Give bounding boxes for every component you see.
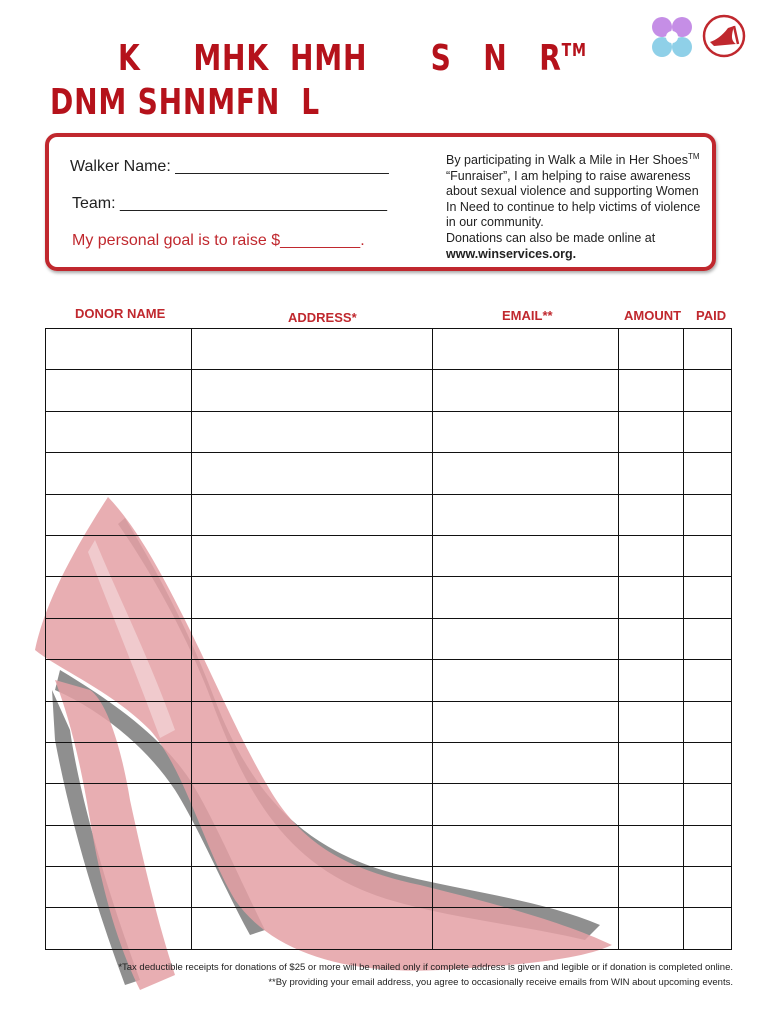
footnote-tax-receipts: *Tax deductible receipts for donations of $25 or more will be mailed only if complete address is given and legible or if donation is completed online. (118, 962, 733, 973)
participation-blurb: By participating in Walk a Mile in Her Shoes™ “Funraiser”, I am helping to raise awareness about sexual violence and supporting Women In Need to continue to help victims of violence in our community. (446, 152, 701, 230)
amount-cell[interactable] (619, 494, 684, 535)
amount-cell[interactable] (619, 784, 684, 825)
email-cell[interactable] (433, 453, 619, 494)
page-title-line2: DNM SHNMFN L (50, 82, 320, 123)
donor-name-cell[interactable] (46, 370, 192, 411)
donor-name-cell[interactable] (46, 742, 192, 783)
paid-cell[interactable] (684, 908, 732, 950)
email-cell[interactable] (433, 411, 619, 452)
table-row (46, 618, 732, 659)
amount-cell[interactable] (619, 329, 684, 370)
table-row (46, 577, 732, 618)
amount-cell[interactable] (619, 742, 684, 783)
email-cell[interactable] (433, 867, 619, 908)
amount-cell[interactable] (619, 825, 684, 866)
four-petal-flower-icon (648, 14, 696, 60)
address-cell[interactable] (191, 867, 433, 908)
address-cell[interactable] (191, 494, 433, 535)
donor-name-cell[interactable] (46, 701, 192, 742)
email-cell[interactable] (433, 908, 619, 950)
donor-table (45, 328, 732, 950)
table-row (46, 660, 732, 701)
email-cell[interactable] (433, 370, 619, 411)
table-row (46, 825, 732, 866)
donor-table-body (46, 329, 732, 950)
paid-cell[interactable] (684, 784, 732, 825)
amount-cell[interactable] (619, 535, 684, 576)
table-row (46, 329, 732, 370)
paid-cell[interactable] (684, 411, 732, 452)
address-cell[interactable] (191, 618, 433, 659)
red-shoe-icon (700, 14, 748, 60)
paid-cell[interactable] (684, 867, 732, 908)
page-title-line1: K MHK HMH S N R™ (118, 38, 587, 79)
trademark-mark: TM (561, 40, 587, 61)
table-row (46, 867, 732, 908)
donor-name-cell[interactable] (46, 908, 192, 950)
paid-cell[interactable] (684, 701, 732, 742)
email-cell[interactable] (433, 701, 619, 742)
email-cell[interactable] (433, 535, 619, 576)
col-header-paid: PAID (696, 308, 727, 323)
amount-cell[interactable] (619, 660, 684, 701)
address-cell[interactable] (191, 577, 433, 618)
amount-cell[interactable] (619, 370, 684, 411)
col-header-address: ADDRESS* (288, 310, 357, 325)
amount-cell[interactable] (619, 453, 684, 494)
col-header-donor-name: DONOR NAME (75, 306, 166, 321)
personal-goal-field[interactable]: My personal goal is to raise $_________. (72, 232, 365, 249)
email-cell[interactable] (433, 784, 619, 825)
table-row (46, 453, 732, 494)
col-header-amount: AMOUNT (624, 308, 682, 323)
donor-name-cell[interactable] (46, 660, 192, 701)
email-cell[interactable] (433, 329, 619, 370)
address-cell[interactable] (191, 784, 433, 825)
address-cell[interactable] (191, 908, 433, 950)
amount-cell[interactable] (619, 908, 684, 950)
footnote-email-consent: **By providing your email address, you agree to occasionally receive emails from WIN about upcoming events. (268, 977, 733, 988)
team-field[interactable]: Team: ______________________________ (72, 195, 387, 212)
table-row (46, 494, 732, 535)
donor-name-cell[interactable] (46, 453, 192, 494)
address-cell[interactable] (191, 701, 433, 742)
address-cell[interactable] (191, 660, 433, 701)
donor-name-cell[interactable] (46, 784, 192, 825)
table-row (46, 411, 732, 452)
table-row (46, 742, 732, 783)
table-row (46, 370, 732, 411)
address-cell[interactable] (191, 742, 433, 783)
donor-name-cell[interactable] (46, 329, 192, 370)
walker-name-field[interactable]: Walker Name: ________________________ (70, 158, 389, 175)
amount-cell[interactable] (619, 867, 684, 908)
donor-name-cell[interactable] (46, 618, 192, 659)
amount-cell[interactable] (619, 411, 684, 452)
amount-cell[interactable] (619, 577, 684, 618)
donor-name-cell[interactable] (46, 825, 192, 866)
amount-cell[interactable] (619, 701, 684, 742)
email-cell[interactable] (433, 660, 619, 701)
donation-url-link[interactable]: www.winservices.org. (446, 246, 577, 261)
table-row (46, 908, 732, 950)
paid-cell[interactable] (684, 329, 732, 370)
paid-cell[interactable] (684, 660, 732, 701)
email-cell[interactable] (433, 577, 619, 618)
address-cell[interactable] (191, 370, 433, 411)
address-cell[interactable] (191, 329, 433, 370)
email-cell[interactable] (433, 825, 619, 866)
donor-name-cell[interactable] (46, 577, 192, 618)
online-donation-note: Donations can also be made online at www.winservices.org. (446, 231, 708, 262)
paid-cell[interactable] (684, 494, 732, 535)
paid-cell[interactable] (684, 370, 732, 411)
table-row (46, 535, 732, 576)
paid-cell[interactable] (684, 453, 732, 494)
address-cell[interactable] (191, 535, 433, 576)
blurb-trademark: TM (688, 152, 700, 161)
email-cell[interactable] (433, 618, 619, 659)
donor-name-cell[interactable] (46, 494, 192, 535)
amount-cell[interactable] (619, 618, 684, 659)
paid-cell[interactable] (684, 825, 732, 866)
email-cell[interactable] (433, 742, 619, 783)
col-header-email: EMAIL** (502, 308, 553, 323)
paid-cell[interactable] (684, 535, 732, 576)
email-cell[interactable] (433, 494, 619, 535)
paid-cell[interactable] (684, 577, 732, 618)
address-cell[interactable] (191, 453, 433, 494)
table-row (46, 701, 732, 742)
donor-name-cell[interactable] (46, 535, 192, 576)
donor-name-cell[interactable] (46, 867, 192, 908)
donor-name-cell[interactable] (46, 411, 192, 452)
address-cell[interactable] (191, 411, 433, 452)
address-cell[interactable] (191, 825, 433, 866)
paid-cell[interactable] (684, 742, 732, 783)
table-row (46, 784, 732, 825)
paid-cell[interactable] (684, 618, 732, 659)
